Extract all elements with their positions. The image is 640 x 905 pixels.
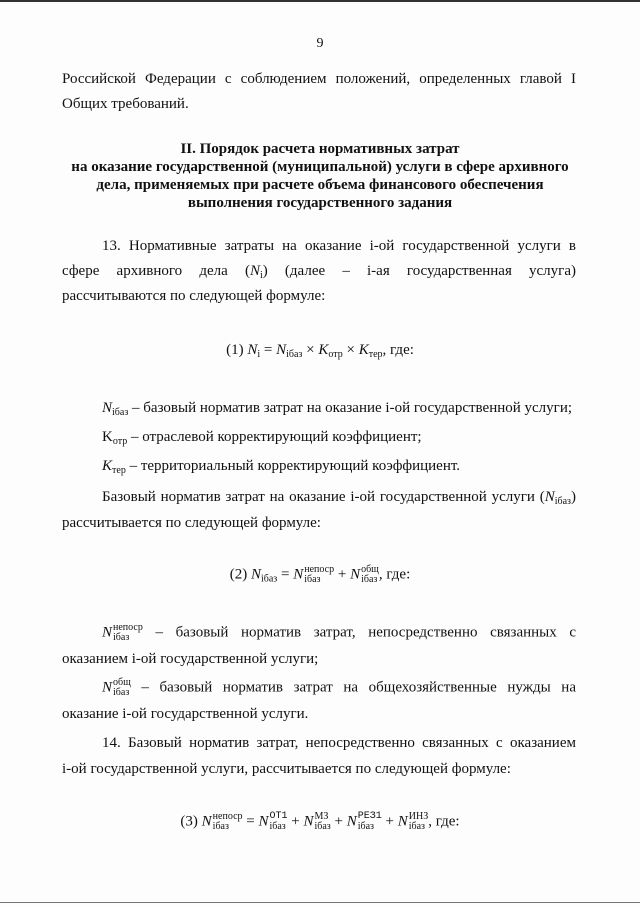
base-line-1: Базовый норматив затрат на оказание i-ой государственной услуги $(N_{iбаз})$ <box>102 489 576 507</box>
section-title-line-2: на оказание государственной (муниципальной) услуги в сфере архивного <box>71 159 569 175</box>
section-title-line-4: выполнения государственного задания <box>187 195 453 211</box>
section-title-line-1: II. Порядок расчета нормативных затрат <box>180 141 460 157</box>
page-number: 9 <box>316 36 324 51</box>
p13-line-2: сфере архивного дела $(N_i)$ (далее – i-ая государственная услуга) <box>62 263 576 281</box>
p13-line-3: рассчитываются по следующей формуле: <box>62 288 326 304</box>
section-title-line-3: дела, применяемых при расчете объема финансового обеспечения <box>96 177 544 193</box>
scan-top-edge <box>0 0 640 2</box>
def-n-ibaz: $N_{iбаз}$ – базовый норматив затрат на оказание i-ой государственной услуги; <box>102 400 573 418</box>
def-obsh-line-2: оказание i-ой государственной услуги. <box>62 706 309 722</box>
intro-line-2: Общих требований. <box>62 96 189 112</box>
p14-line-2: i-ой государственной услуги, рассчитывается по следующей формуле: <box>62 761 511 777</box>
p13-line-1: 13. Нормативные затраты на оказание i-ой государственной услуги в <box>102 238 576 254</box>
def-neposr-line-1: N непоср iбаз – базовый норматив затрат, непосредственно связанных с <box>102 622 577 643</box>
def-k-ter: $K_{тер}$ – территориальный корректирующий коэффициент. <box>102 458 461 476</box>
scan-bottom-edge <box>0 902 640 903</box>
formula-3: (3) N непоср iбаз = N ОТ1 iбаз + N МЗ iбаз + N РЕЗ1 iбаз + N ИНЗ iбаз , где: <box>180 811 460 832</box>
formula-2: (2) $N_{iбаз} = N$ непоср iбаз + N общ iбаз , где: <box>229 564 411 585</box>
def-neposr-line-2: оказанием i-ой государственной услуги; <box>62 651 319 667</box>
base-line-2: рассчитывается по следующей формуле: <box>62 515 321 531</box>
p14-line-1: 14. Базовый норматив затрат, непосредственно связанных с оказанием <box>102 735 576 751</box>
intro-line-1: Российской Федерации с соблюдением положений, определенных главой I <box>62 71 576 87</box>
def-k-otr: $K_{отр}$ – отраслевой корректирующий коэффициент; <box>102 429 422 447</box>
def-obsh-line-1: N общ iбаз – базовый норматив затрат на общехозяйственные нужды на <box>102 677 576 698</box>
formula-1: (1) $N_i = N_{iбаз} \times K_{отр} \times K_{тер}$, где: <box>226 342 414 360</box>
